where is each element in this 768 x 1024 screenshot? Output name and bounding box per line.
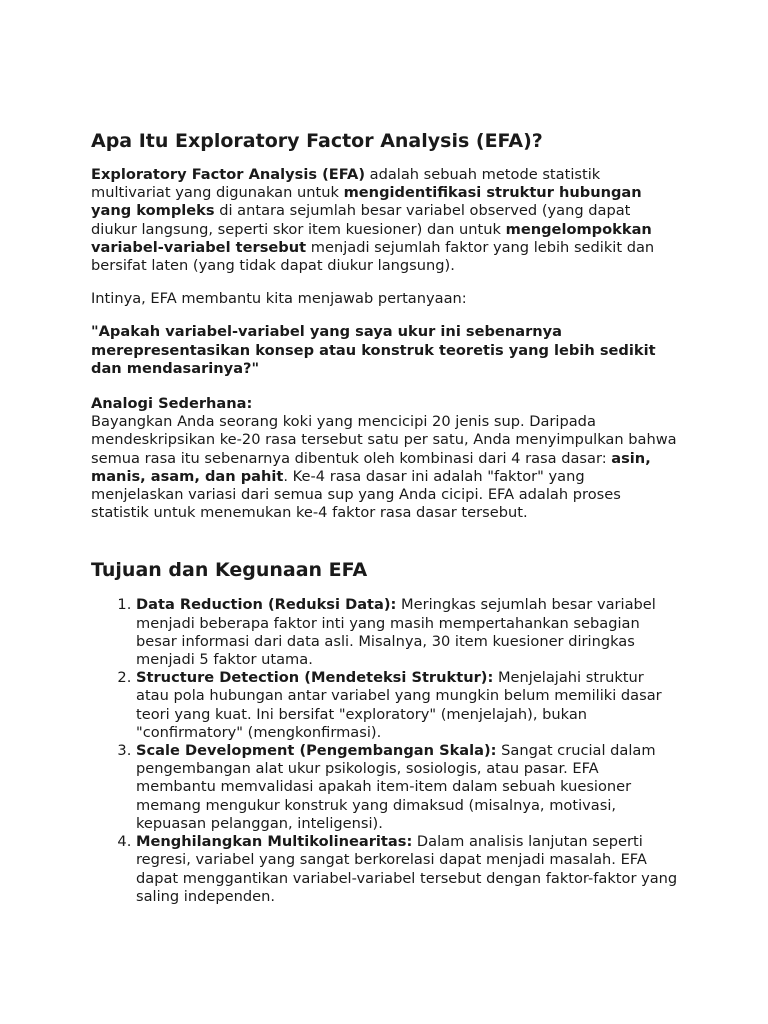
section-title-purpose: Tujuan dan Kegunaan EFA [91, 559, 368, 582]
definition-text-1: adalah sebuah metode statistik multivariat yang digunakan untuk [91, 166, 601, 202]
analogy-tastes: asin, manis, asam, dan pahit [91, 449, 651, 485]
analogy-title: Analogi Sederhana: [91, 395, 253, 413]
list-item-label: Data Reduction (Reduksi Data): [136, 596, 397, 614]
purpose-list [91, 596, 678, 905]
list-item [136, 833, 678, 906]
list-item [136, 596, 678, 669]
list-item-text: Sangat crucial dalam pengembangan alat ukur psikologis, sosiologis, atau pasar. EFA membantu memvalidasi apakah item-item dalam sebuah kuesioner memang mengukur konstruk yang dimaksud (misalnya, motivasi, kepuasan pelanggan, inteligensi). [136, 742, 656, 832]
list-item-text: Meringkas sejumlah besar variabel menjadi beberapa faktor inti yang masih mempertahankan sebagian besar informasi dari data asli. Misalnya, 30 item kuesioner diringkas menjadi 5 faktor utama. [136, 596, 656, 669]
emphasis-identify: mengidentifikasi struktur hubungan yang kompleks [91, 184, 642, 220]
definition-text-3: menjadi sejumlah faktor yang lebih sedikit dan bersifat laten (yang tidak dapat diukur langsung). [91, 238, 655, 275]
analogy-paragraph [91, 395, 678, 522]
analogy-text-1: Bayangkan Anda seorang koki yang mencicipi 20 jenis sup. Daripada mendeskripsikan ke-20 rasa tersebut satu per satu, Anda menyimpulkan bahwa semua rasa itu sebenarnya dibentuk oleh kombinasi dari 4 rasa dasar: [91, 413, 677, 467]
list-item-label: Structure Detection (Mendeteksi Struktur): [136, 669, 494, 687]
list-item [136, 669, 678, 742]
section-title-efa: Apa Itu Exploratory Factor Analysis (EFA)? [91, 130, 543, 152]
term-efa: Exploratory Factor Analysis (EFA) [91, 166, 365, 183]
analogy-text-2: . Ke-4 rasa dasar ini adalah "faktor" yang menjelaskan variasi dari semua sup yang Anda cicipi. EFA adalah proses statistik untuk menemukan ke-4 faktor rasa dasar tersebut. [91, 467, 621, 522]
list-item-label: Menghilangkan Multikolinearitas: [136, 833, 413, 851]
definition-paragraph [91, 166, 678, 275]
definition-text-2: di antara sejumlah besar variabel observed (yang dapat diukur langsung, seperti skor item kuesioner) dan untuk [91, 202, 631, 238]
list-item [136, 742, 678, 833]
list-item-label: Scale Development (Pengembangan Skala): [136, 742, 497, 760]
emphasis-group: mengelompokkan variabel-variabel tersebut [91, 220, 652, 256]
intro-question-paragraph: Intinya, EFA membantu kita menjawab pertanyaan: [91, 290, 467, 308]
list-item-text: Menjelajahi struktur atau pola hubungan antar variabel yang mungkin belum memiliki dasar teori yang kuat. Ini bersifat "exploratory" (menjelajah), bukan "confirmatory" (mengkonfirmasi). [136, 669, 662, 741]
list-item-text: Dalam analisis lanjutan seperti regresi, variabel yang sangat berkorelasi dapat menjadi masalah. EFA dapat menggantikan variabel-variabel tersebut dengan faktor-faktor yang saling independen. [136, 833, 678, 905]
key-question-quote: "Apakah variabel-variabel yang saya ukur ini sebenarnya merepresentasikan konsep atau konstruk teoretis yang lebih sedikit dan mendasarinya?" [91, 323, 656, 377]
